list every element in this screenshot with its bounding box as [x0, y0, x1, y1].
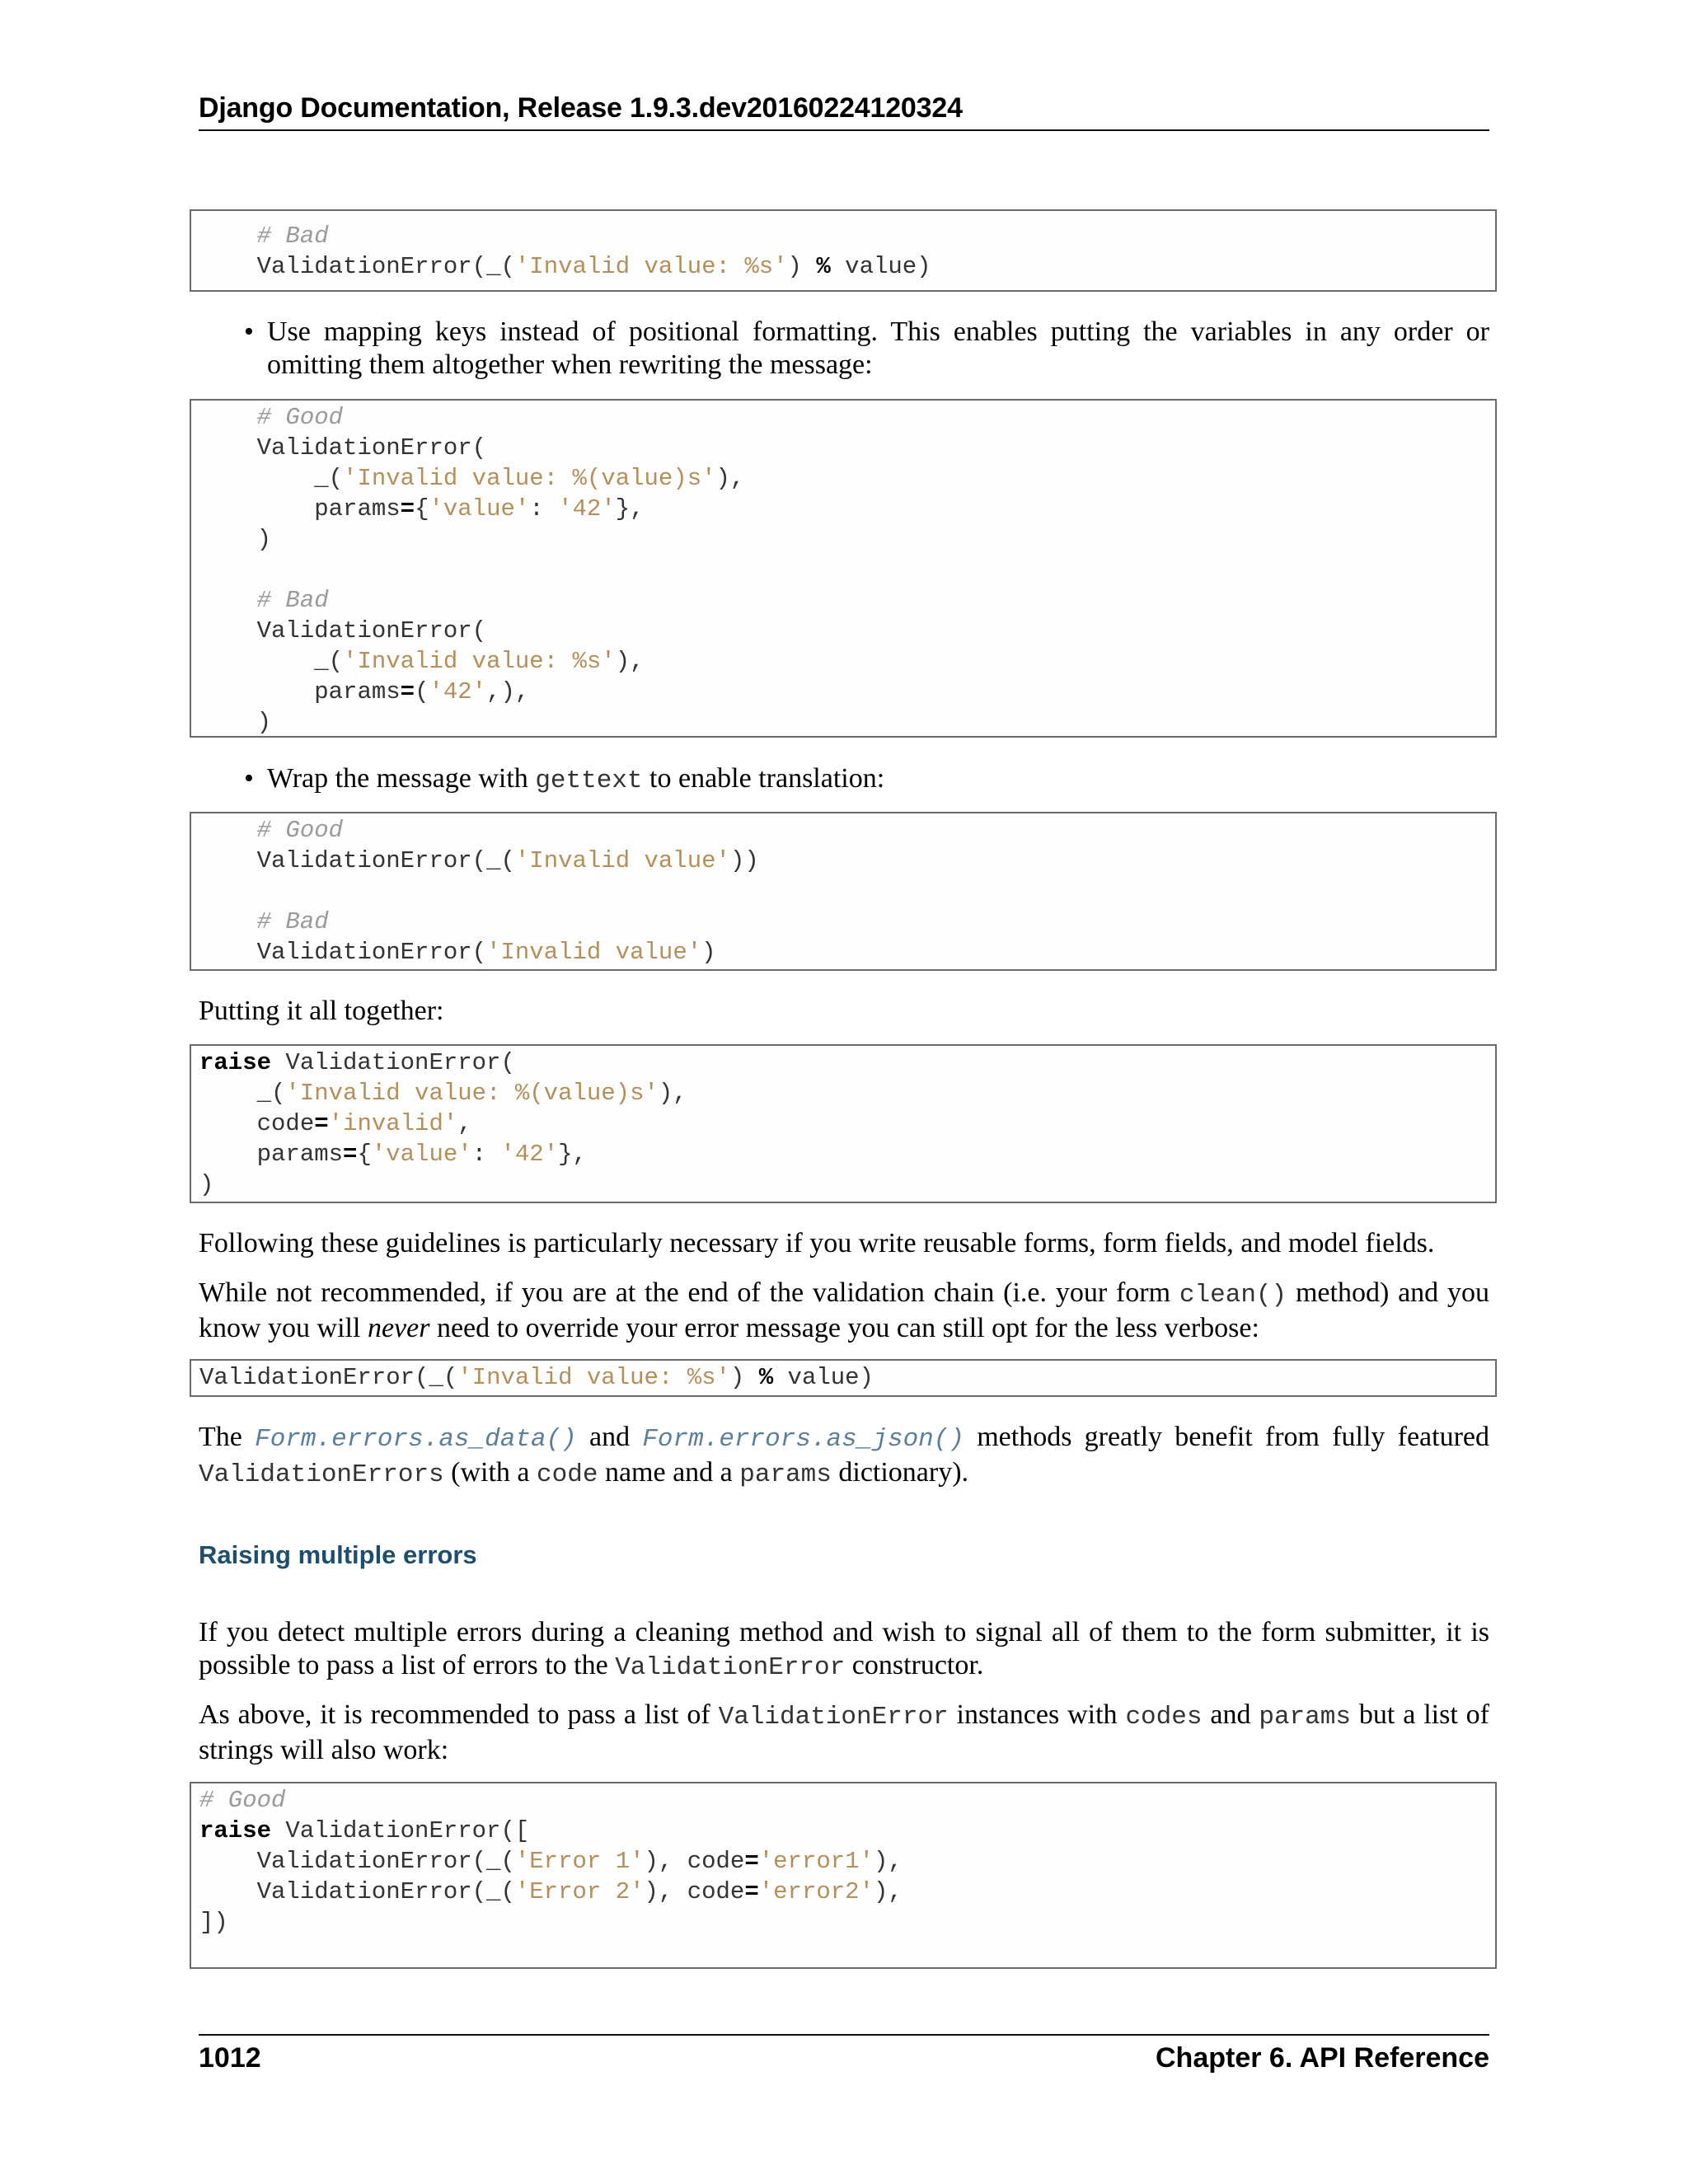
- emphasis: never: [367, 1313, 430, 1343]
- code-line: [199, 221, 1487, 251]
- inline-code: params: [1259, 1703, 1351, 1732]
- footer-rule: [199, 2034, 1489, 2036]
- code-keyword: raise: [199, 1049, 272, 1076]
- running-header: Django Documentation, Release 1.9.3.dev20160224120324: [199, 92, 963, 124]
- chapter-title: Chapter 6. API Reference: [1156, 2042, 1489, 2074]
- bullet-marker: •: [244, 316, 254, 347]
- inline-code: code: [537, 1460, 598, 1489]
- code-comment: # Good: [199, 1787, 286, 1814]
- code-comment: # Bad: [256, 223, 329, 250]
- link-form-errors-as-data[interactable]: Form.errors.as_data(): [255, 1425, 577, 1454]
- code-comment: # Good: [256, 817, 344, 844]
- inline-code: clean(): [1179, 1281, 1287, 1310]
- code-comment: # Bad: [256, 587, 329, 614]
- code-block-all-together: raise ValidationError( _('Invalid value: %(value)s'), code='invalid', params={'value': '42'}, ): [190, 1044, 1497, 1203]
- paragraph-form-errors: The Form.errors.as_data() and Form.errors.as_json() methods greatly benefit from fully featured ValidationErrors (with a code name and a params dictionary).: [199, 1422, 1490, 1489]
- paragraph-as-above: As above, it is recommended to pass a list of ValidationError instances with codes and params but a list of strings will also work:: [199, 1699, 1489, 1765]
- code-block-good-bad-params: # Good ValidationError( _('Invalid value: %(value)s'), params={'value': '42'}, ) # Bad ValidationError( _('Invalid value: %s'), params=('42',), ): [190, 399, 1497, 738]
- paragraph-together: Putting it all together:: [199, 996, 444, 1026]
- paragraph-while: While not recommended, if you are at the end of the validation chain (i.e. your form clean() method) and you know you will never need to override your error message you can still opt for the less verbose:: [199, 1277, 1489, 1343]
- inline-code: ValidationError: [615, 1653, 846, 1682]
- inline-code: params: [739, 1460, 832, 1489]
- link-form-errors-as-json[interactable]: Form.errors.as_json(): [642, 1425, 964, 1454]
- code-comment: # Bad: [256, 908, 329, 935]
- section-heading: Raising multiple errors: [199, 1540, 477, 1569]
- code-block-verbose: ValidationError(_('Invalid value: %s') % value): [190, 1359, 1497, 1397]
- paragraph-detect: If you detect multiple errors during a cleaning method and wish to signal all of them to the form submitter, it is possible to pass a list of errors to the ValidationError constructor.: [199, 1617, 1489, 1682]
- paragraph-following: Following these guidelines is particularly necessary if you write reusable forms, form fields, and model fields.: [199, 1228, 1435, 1258]
- inline-code: ValidationError: [718, 1703, 949, 1732]
- bullet-mapping-keys: Use mapping keys instead of positional formatting. This enables putting the variables in any order or omitting them altogether when rewriting the message:: [267, 316, 1489, 380]
- header-rule: [199, 129, 1489, 131]
- code-block-gettext: # Good ValidationError(_('Invalid value')) # Bad ValidationError('Invalid value'): [190, 812, 1497, 971]
- code-block-bad-format: [190, 209, 1497, 292]
- code-comment: # Good: [256, 404, 344, 431]
- code-block-multiple-errors: # Good raise ValidationError([ ValidationError(_('Error 1'), code='error1'), ValidationError(_('Error 2'), code='error2'), ]): [190, 1782, 1497, 1969]
- page-number: 1012: [199, 2042, 261, 2074]
- inline-code: gettext: [535, 766, 643, 795]
- code-keyword: raise: [199, 1817, 272, 1844]
- inline-code: ValidationErrors: [199, 1460, 444, 1489]
- code-line: ValidationError(_('Invalid value: %s') % value): [256, 253, 931, 280]
- bullet-marker: •: [244, 763, 254, 794]
- bullet-gettext: Wrap the message with gettext to enable translation:: [267, 763, 885, 795]
- inline-code: codes: [1125, 1703, 1203, 1732]
